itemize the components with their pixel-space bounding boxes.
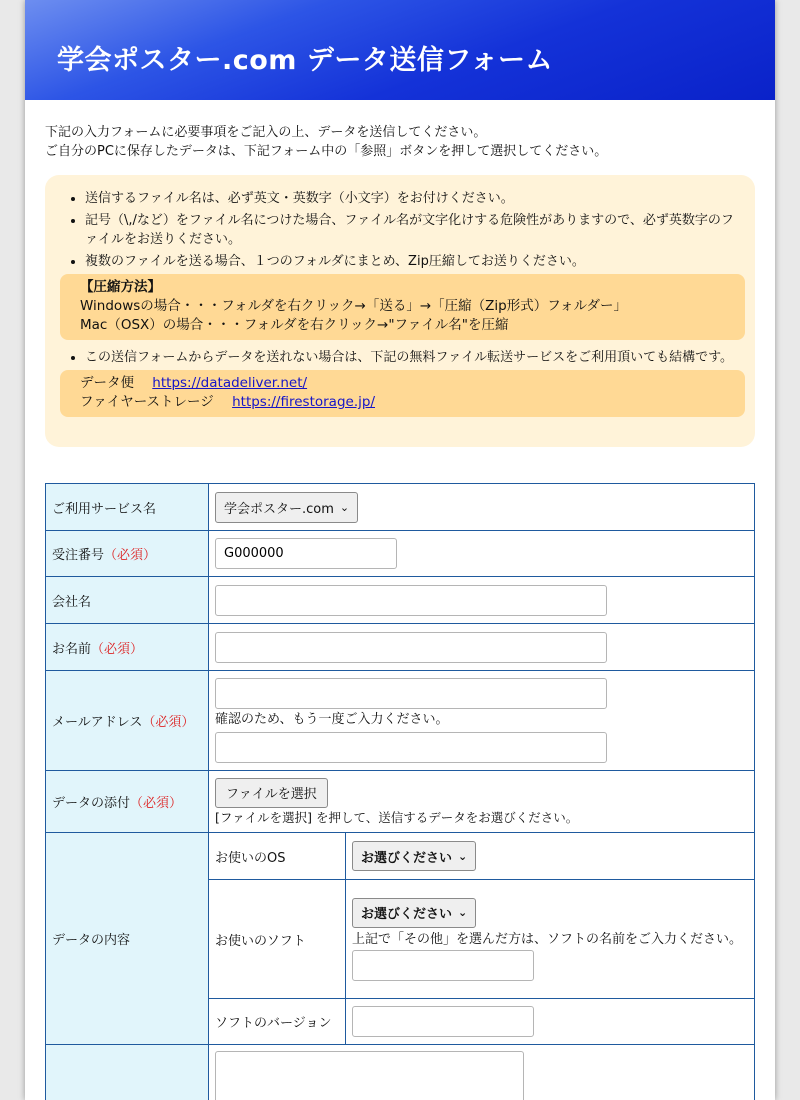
order-number-input[interactable] — [215, 538, 397, 569]
cell-attach — [209, 771, 755, 833]
email-confirm-input[interactable] — [215, 732, 607, 763]
software-note: 上記で「その他」を選んだ方は、ソフトの名前をご入力ください。 — [352, 931, 743, 947]
label-order — [46, 531, 209, 577]
notice-item-services — [80, 348, 745, 417]
software-select-value: お選びください — [361, 907, 453, 922]
label-name — [46, 624, 209, 671]
notice-item-zip — [80, 252, 745, 340]
compress-mac: Mac（OSX）の場合・・・フォルダを右クリック→"ファイル名"を圧縮 — [80, 317, 509, 333]
version-input[interactable] — [352, 1006, 534, 1037]
email-input[interactable] — [215, 678, 607, 709]
service-link-datadeliver[interactable]: https://datadeliver.net/ — [152, 375, 308, 391]
notice-item-filename: • 送信するファイル名は、必ず英文・英数字（小文字）をお付けください。 — [85, 189, 745, 208]
header-banner — [25, 0, 775, 100]
notice-box — [45, 175, 755, 447]
service-row-firestorage — [80, 393, 735, 412]
row-order — [46, 531, 755, 577]
compress-windows: Windowsの場合・・・フォルダを右クリック→「送る」→「圧縮（Zip形式）フォルダー」 — [80, 298, 627, 314]
label-attach — [46, 771, 209, 833]
remarks-textarea[interactable] — [215, 1051, 524, 1100]
required-mark: （必須） — [142, 715, 195, 730]
submission-form — [45, 483, 755, 1100]
choose-file-button[interactable]: ファイルを選択 — [215, 778, 328, 808]
cell-service — [209, 484, 755, 531]
intro-line-1: 下記の入力フォームに必要事項をご記入の上、データを送信してください。 — [45, 125, 487, 140]
intro-line-2: ご自分のPCに保存したデータは、下記フォーム中の「参照」ボタンを押して選択してください。 — [45, 144, 608, 159]
page — [25, 0, 775, 1100]
transfer-services-box — [60, 370, 745, 417]
label-remarks — [46, 1045, 209, 1100]
chevron-down-icon: ⌄ — [458, 906, 468, 919]
compress-title: 【圧縮方法】 — [80, 279, 161, 295]
notice-item-zip-text: 複数のファイルを送る場合、１つのフォルダにまとめ、Zip圧縮してお送りください。 — [85, 254, 585, 269]
notice-item-symbols: • 記号（\,/など）をファイル名につけた場合、ファイル名が文字化けする危険性がありますので、必ず英数字のファイルをお送りください。 — [85, 211, 745, 249]
required-mark: （必須） — [104, 548, 157, 563]
service-link-firestorage[interactable]: https://firestorage.jp/ — [232, 394, 375, 410]
software-select[interactable] — [352, 898, 476, 928]
label-os: お使いのOS — [209, 833, 346, 880]
label-email-text: メールアドレス — [52, 715, 143, 730]
cell-name — [209, 624, 755, 671]
label-version: ソフトのバージョン — [209, 999, 346, 1045]
row-service — [46, 484, 755, 531]
cell-remarks — [209, 1045, 755, 1100]
cell-email — [209, 671, 755, 771]
service-name-firestorage: ファイヤーストレージ — [80, 394, 214, 410]
intro-text — [45, 123, 607, 161]
service-select[interactable] — [215, 492, 358, 523]
cell-version — [346, 999, 755, 1045]
label-email — [46, 671, 209, 771]
company-input[interactable] — [215, 585, 607, 616]
label-order-text: 受注番号 — [52, 548, 105, 563]
notice-item-services-text: この送信フォームからデータを送れない場合は、下記の無料ファイル転送サービスをご利用頂いても結構です。 — [85, 350, 734, 365]
row-attach — [46, 771, 755, 833]
os-select-value: お選びください — [361, 850, 453, 866]
required-mark: （必須） — [130, 796, 183, 811]
label-attach-text: データの添付 — [52, 796, 131, 811]
cell-os — [346, 833, 755, 880]
row-email — [46, 671, 755, 771]
attach-note: [ファイルを選択] を押して、送信するデータをお選びください。 — [215, 809, 579, 825]
cell-order — [209, 531, 755, 577]
email-confirm-note: 確認のため、もう一度ご入力ください。 — [215, 712, 449, 727]
row-os — [46, 833, 755, 880]
label-service: ご利用サービス名 — [46, 484, 209, 531]
label-software: お使いのソフト — [209, 880, 346, 999]
os-select[interactable] — [352, 841, 476, 871]
name-input[interactable] — [215, 632, 607, 663]
row-remarks — [46, 1045, 755, 1100]
cell-software — [346, 880, 755, 999]
chevron-down-icon: ⌄ — [458, 849, 468, 863]
page-title: 学会ポスター.com データ送信フォーム — [57, 45, 553, 76]
label-name-text: お名前 — [52, 641, 92, 657]
chevron-down-icon: ⌄ — [339, 500, 350, 514]
label-company: 会社名 — [46, 577, 209, 624]
cell-company — [209, 577, 755, 624]
notice-list — [45, 175, 755, 417]
row-name — [46, 624, 755, 671]
label-content: データの内容 — [46, 833, 209, 1045]
required-mark: （必須） — [91, 641, 144, 657]
row-company — [46, 577, 755, 624]
software-name-input[interactable] — [352, 950, 534, 981]
service-select-value: 学会ポスター.com — [224, 501, 334, 517]
compress-method-box — [60, 274, 745, 340]
service-name-datadeliver: データ便 — [80, 375, 134, 391]
service-row-datadeliver — [80, 374, 735, 393]
